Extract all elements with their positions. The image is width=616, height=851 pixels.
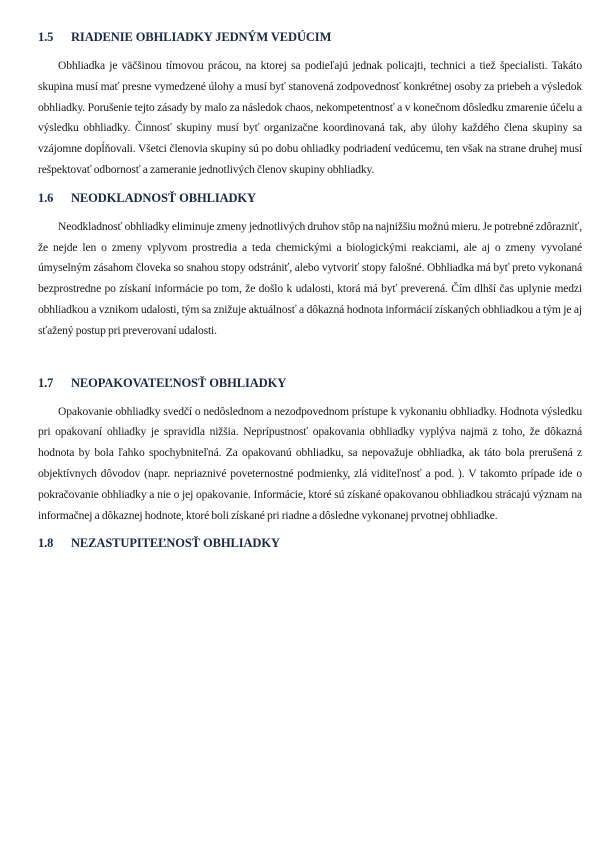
section-number: 1.6 [38,190,54,205]
section-paragraph-1-7: Opakovanie obhliadky svedčí o nedôslednom a nezodpovednom prístupe k vykonaniu obhliadky. Hodnota výsledku pri opakovaní ohliadky je spravidla nižšia. Neprípustnosť opakovania obhliadky vyplýva najmä z toho, že dôkazná hodnota by bola ľahko spochybniteľná. Za opakovanú obhliadku, sa nepovažuje obhliadka, ak táto bola prerušená z objektívnych dôvodov (napr. nepriaznivé poveternostné podmienky, zlá viditeľnosť a pod. ). V takomto prípade ide o pokračovanie obhliadky a nie o jej opakovanie. Informácie, ktoré sú získané opakovanou obhliadkou strácajú význam na informačnej a dôkaznej hodnote, ktoré boli získané pri riadne a dôsledne vykonanej prvotnej obhliadke. [38,404,582,522]
spacer [38,352,582,376]
section-title: RIADENIE OBHLIADKY JEDNÝM VEDÚCIM [71,30,332,44]
section-paragraph-1-6: Neodkladnosť obhliadky eliminuje zmeny jednotlivých druhov stôp na najnižšiu možnú mieru. Je potrebné zdôrazniť, že nejde len o zmeny vplyvom prostredia a teda chemickými a biologickými reakciami, ale aj o zmeny vyvolané úmyselným zásahom človeka so snahou stopy odstrániť, alebo vytvoriť stopy falošné. Obhliadka má byť preto vykonaná bezprostredne po získaní informácie po tom, že došlo k udalosti, ktorá má byť preverená. Čím dlhší čas uplynie medzi obhliadkou a vznikom udalosti, tým sa znižuje aktuálnosť a dôkazná hodnota informácií získaných obhliadkou a tým je aj sťažený postup pri preverovaní udalosti. [38,219,582,337]
section-title: NEZASTUPITEĽNOSŤ OBHLIADKY [71,536,280,551]
section-title: NEODKLADNOSŤ OBHLIADKY [71,190,256,205]
section-heading-1-8 [38,536,582,551]
section-heading-1-7 [38,376,582,391]
section-number: 1.8 [38,536,54,551]
section-number: 1.7 [38,375,54,390]
section-title: NEOPAKOVATEĽNOSŤ OBHLIADKY [71,375,287,390]
section-paragraph-1-5: Obhliadka je väčšinou tímovou prácou, na ktorej sa podieľajú jednak policajti, technici a tiež špecialisti. Takáto skupina musí mať presne vymedzené úlohy a musí byť stanovená zodpovednosť konkrétnej osoby za priebeh a výsledok obhliadky. Porušenie tejto zásady by malo za následok chaos, nekompetentnosť a v konečnom dôsledku zmarenie účelu a výsledku obhliadky. Činnosť skupiny musí byť organizačne koordinovaná tak, aby úlohy každého člena skupiny sa vzájomne dopĺňovali. Všetci členovia skupiny sú po dobu ohliadky podriadení vedúcemu, ten však na strane druhej musí rešpektovať odbornosť a zameranie jednotlivých členov skupiny obhliadky. [38,59,582,176]
section-heading-1-5 [38,30,582,45]
document-page [38,30,582,562]
section-heading-1-6 [38,191,582,206]
section-number: 1.5 [38,30,54,44]
